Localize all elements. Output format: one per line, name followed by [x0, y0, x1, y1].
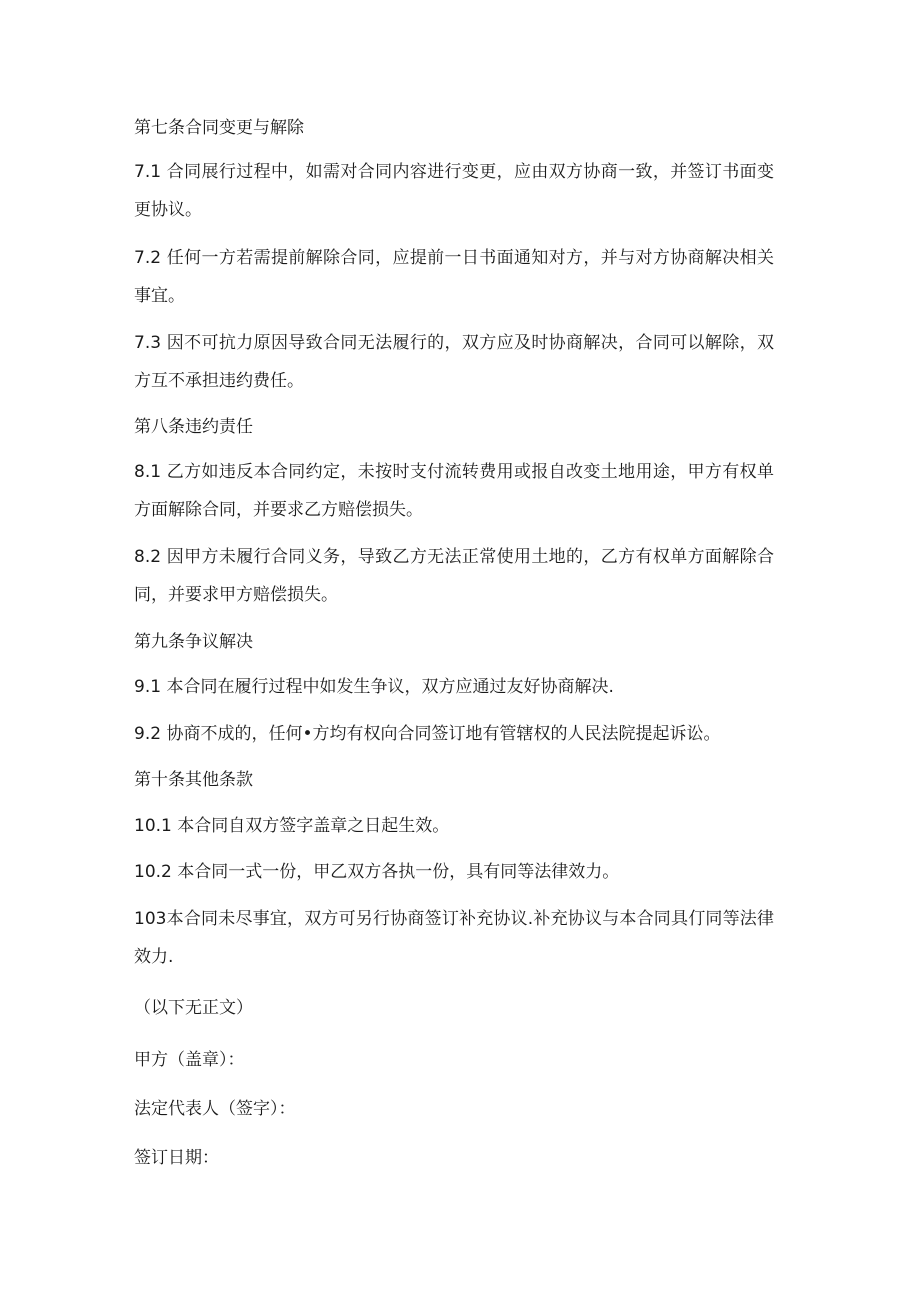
- clause-7-3-line-2: 方互不承担违约费任。: [134, 371, 304, 391]
- section-8-heading: 第八条违约责任: [134, 417, 253, 437]
- clause-9-2: 9.2 协商不成的，任何•方均有权向合同签订地有管辖权的人民法院提起诉讼。: [134, 724, 721, 744]
- end-note: （以下无正文）: [134, 998, 253, 1018]
- clause-8-1-line-2: 方面解除合同，并要求乙方赔偿损失。: [134, 500, 423, 520]
- party-a-seal-label: 甲方（盖章）：: [134, 1050, 245, 1070]
- clause-9-1: 9.1 本合同在履行过程中如发生争议，双方应通过友好协商解决.: [134, 677, 614, 697]
- clause-10-2: 10.2 本合同一式一份，甲乙双方各执一份，具有同等法律效力。: [134, 862, 620, 882]
- clause-7-2-line-1: 7.2 任何一方若需提前解除合同，应提前一日书面通知对方，并与对方协商解决相关: [134, 248, 774, 268]
- clause-7-3-line-1: 7.3 因不可抗力原因导致合同无法履行的，双方应及时协商解决，合同可以解除，双: [134, 333, 774, 353]
- clause-10-3-line-1: 103本合同未尽事宜，双方可另行协商签订补充协议.补充协议与本合同具仃同等法律: [134, 909, 774, 929]
- clause-8-2-line-1: 8.2 因甲方未履行合同义务，导致乙方无法正常使用土地的，乙方有权单方面解除合: [134, 547, 774, 567]
- section-9-heading: 第九条争议解决: [134, 632, 253, 652]
- clause-7-1-line-1: 7.1 合同展行过程中，如需对合同内容进行变更，应由双方协商一致，并签订书面变: [134, 162, 774, 182]
- section-10-heading: 第十条其他条款: [134, 770, 253, 790]
- sign-date-label: 签订日期：: [134, 1148, 219, 1168]
- clause-7-1-line-2: 更协议。: [134, 200, 202, 220]
- clause-8-1-line-1: 8.1 乙方如违反本合同约定，未按时支付流转费用或报自改变土地用途，甲方有权单: [134, 462, 774, 482]
- legal-rep-signature-label: 法定代表人（签字）：: [134, 1099, 296, 1119]
- clause-7-2-line-2: 事宜。: [134, 286, 185, 306]
- clause-8-2-line-2: 同，并要求甲方赔偿损失。: [134, 585, 338, 605]
- clause-10-3-line-2: 效力.: [134, 947, 174, 967]
- section-7-heading: 第七条合同变更与解除: [134, 118, 304, 138]
- clause-10-1: 10.1 本合同自双方签字盖章之日起生效。: [134, 816, 450, 836]
